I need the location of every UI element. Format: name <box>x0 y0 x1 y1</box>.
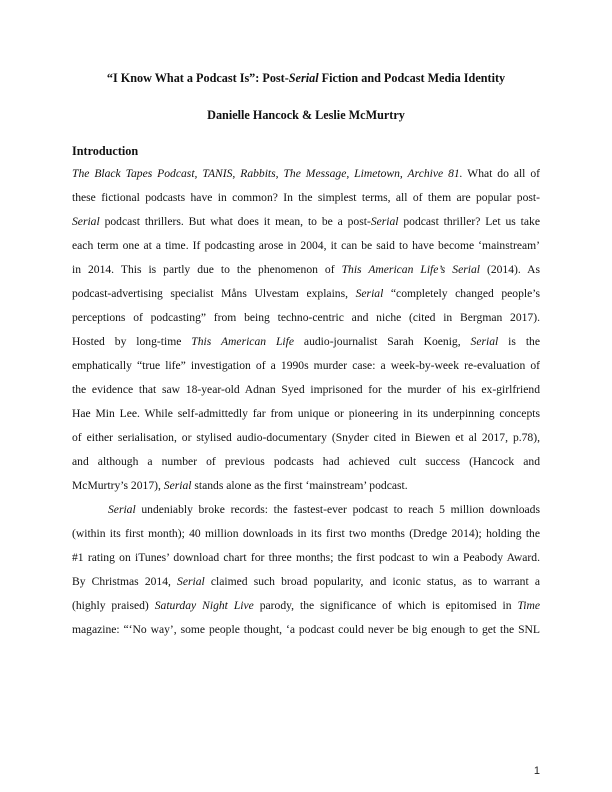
text-line <box>72 450 540 474</box>
text-line <box>72 618 540 642</box>
text-segment: magazine: “‘No way’, some people thought, ‘a podcast could never be big enough to get the SNL <box>72 623 540 636</box>
text-segment: claimed such broad popularity, and iconic status, as to warrant a <box>204 575 540 588</box>
paper-authors: Danielle Hancock & Leslie McMurtry <box>207 108 405 122</box>
title-segment: Serial <box>288 71 319 85</box>
text-segment: of either serialisation, or stylised audio-documentary (Snyder cited in Biewen et al 2017, p.78), <box>72 431 540 444</box>
italic-text: Time <box>517 599 540 612</box>
text-line <box>72 426 540 450</box>
italic-text: Serial <box>370 215 399 228</box>
italic-text: Serial <box>72 215 100 228</box>
text-segment: McMurtry’s 2017), <box>72 479 164 492</box>
text-segment: audio-journalist Sarah Koenig, <box>294 335 471 348</box>
text-segment: each term one at a time. If podcasting arose in 2004, it can be said to have become ‘mainstream’ <box>72 239 540 252</box>
title-segment: “I Know What a Podcast Is”: Post- <box>106 71 289 85</box>
text-line <box>72 378 540 402</box>
paper-title <box>40 71 572 86</box>
text-line <box>72 570 540 594</box>
italic-text: Saturday Night Live <box>154 599 254 612</box>
text-line <box>72 402 540 426</box>
text-segment: these fictional podcasts have in common? In the simplest terms, all of them are popular post- <box>72 191 540 204</box>
text-segment: Hae Min Lee. While self-admittedly far from unique or pioneering in its underpinning concepts <box>72 407 540 420</box>
page-number: 1 <box>533 765 540 777</box>
text-segment: and although a number of previous podcasts had achieved cult success (Hancock and <box>72 455 540 468</box>
text-segment: (2014). As <box>479 263 540 276</box>
italic-text: This American Life <box>191 335 295 348</box>
text-segment: By Christmas 2014, <box>72 575 178 588</box>
italic-text: Serial <box>470 335 499 348</box>
text-segment: (highly praised) <box>72 599 155 612</box>
italic-text: Serial <box>163 479 192 492</box>
text-segment: podcast-advertising specialist Måns Ulvestam explains, <box>72 287 356 300</box>
text-line <box>72 594 540 618</box>
text-line <box>72 282 540 306</box>
text-line <box>72 546 540 570</box>
text-segment: #1 rating on iTunes’ download chart for three months; the first podcast to win a Peabody Award. <box>72 551 540 564</box>
text-segment: podcast thriller? Let us take <box>398 215 540 228</box>
italic-text: Serial <box>355 287 384 300</box>
text-line <box>72 306 540 330</box>
text-segment: Hosted by long-time <box>72 335 192 348</box>
text-line <box>72 162 540 186</box>
text-segment: “completely changed people’s <box>383 287 540 300</box>
text-line <box>72 186 540 210</box>
text-line <box>72 522 540 546</box>
section-heading: Introduction <box>72 144 139 158</box>
text-line <box>72 258 540 282</box>
text-line <box>72 234 540 258</box>
text-segment: undeniably broke records: the fastest-ever podcast to reach 5 million downloads <box>135 503 540 516</box>
body-text <box>72 162 540 642</box>
text-line <box>72 330 540 354</box>
text-line <box>72 474 540 498</box>
italic-text: Serial <box>177 575 205 588</box>
text-segment: the evidence that saw 18-year-old Adnan Syed imprisoned for the murder of his ex-girlfriend <box>72 383 540 396</box>
text-line <box>72 498 540 522</box>
text-line <box>72 354 540 378</box>
text-line <box>72 210 540 234</box>
italic-text: This American Life’s Serial <box>341 263 480 276</box>
text-segment: parody, the significance of which is epitomised in <box>253 599 518 612</box>
text-segment: perceptions of podcasting” from being techno-centric and niche (cited in Bergman 2017). <box>72 311 540 324</box>
text-segment: (within its first month); 40 million downloads in its first two months (Dredge 2014); holding the <box>72 527 540 540</box>
text-segment: in 2014. This is partly due to the phenomenon of <box>72 263 342 276</box>
italic-text: Serial <box>108 503 136 516</box>
text-segment: podcast thrillers. But what does it mean, to be a post- <box>99 215 371 228</box>
italic-text: The Black Tapes Podcast, TANIS, Rabbits, The Message, Limetown, Archive 81. <box>72 167 463 180</box>
text-segment: stands alone as the first ‘mainstream’ podcast. <box>191 479 408 492</box>
text-segment: What do all of <box>462 167 540 180</box>
text-segment: emphatically “true life” investigation of a 1990s murder case: a week-by-week re-evaluation of <box>72 359 540 372</box>
text-segment: is the <box>498 335 540 348</box>
title-segment: Fiction and Podcast Media Identity <box>318 71 506 85</box>
